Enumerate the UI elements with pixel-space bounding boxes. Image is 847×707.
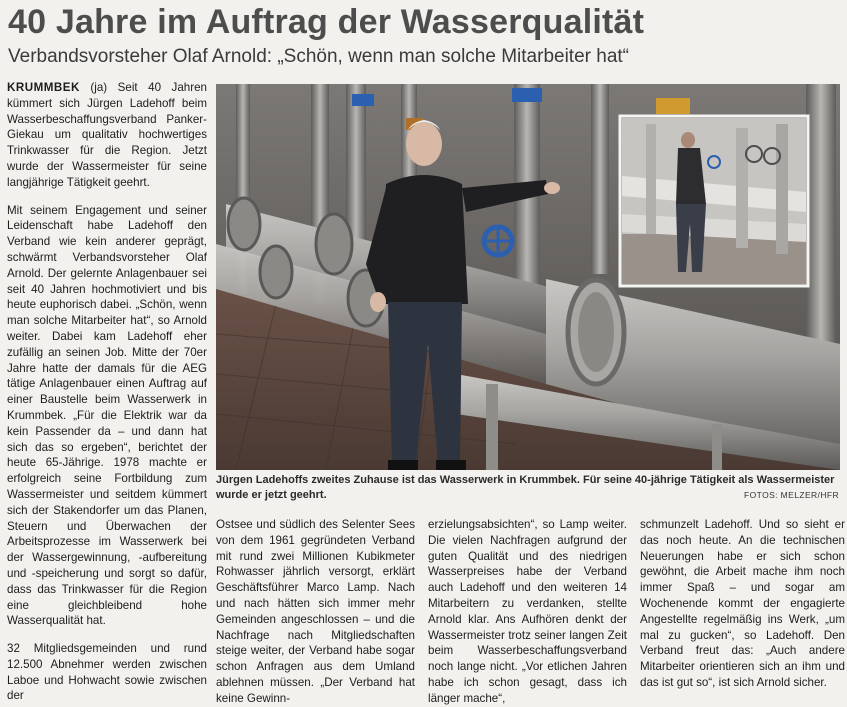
lead-text: (ja) Seit 40 Jahren kümmert sich Jürgen Ladehoff beim Wasserbeschaffungsverband Panker-Giekau um qualitativ hochwertiges Trinkwasser für die Region. Jetzt wurde der Wassermeister für seine langjährige Tätigkeit geehrt. [7, 81, 207, 189]
waterworks-photo-illustration [216, 84, 840, 470]
text-column-2 [216, 517, 415, 707]
dateline: KRUMMBEK [7, 81, 80, 94]
body-paragraph: 32 Mitgliedsgemeinden und rund 12.500 Abnehmer werden zwischen Laboe und Hohwacht sowie zwischen der [7, 642, 207, 703]
text-column-4 [640, 517, 845, 691]
lead-paragraph [7, 80, 207, 191]
body-paragraph: schmunzelt Ladehoff. Und so sieht er das noch heute. An die technischen Neuerungen habe er sich schon gewöhnt, die Arbeit mache ihm noch immer Spaß – und sogar am Wochenende kommt der engagierte Angestellte regelmäßig ins Werk, „um mal zu gucken“, so Ladehoff. Den Verband freut das: „Auch andere Mitarbeiter orientieren sich an ihm und das ist gut so“, ist sich Arnold sicher. [640, 518, 845, 689]
body-paragraph: Ostsee und südlich des Selenter Sees von dem 1961 gegründeten Verband mit rund zwei Millionen Kubikmeter Rohwasser jährlich versorgt, erklärt Geschäftsführer Marco Lamp. Nach und nach hätten sich immer mehr Gemeinden angeschlossen – und die Nachfrage nach Mitgliedschaften steige weiter, der Verband habe sogar schon Anfragen aus dem Umland ablehnen müssen. „Der Verband hat keine Gewinn- [216, 518, 415, 705]
photo-credit: FOTOS: MELZER/HFR [744, 490, 839, 500]
body-paragraph: Mit seinem Engagement und seiner Leidenschaft habe Ladehoff den Verband wie kein anderer geprägt, schwärmt Verbandsvorsteher Olaf Arnold. Der gelernte Anlagenbauer sei seit 40 Jahren hochmotiviert und bis heute euphorisch dabei. „Schön, wenn man solche Mitarbeiter hat“, so Arnold weiter. Dabei kam Ladehoff eher zufällig an seinen Job. Mitte der 70er Jahre hatte der damals für die AEG tätige Anlagenbauer einen Auftrag auf einer Baustelle beim Wasserwerk in Krummbek. „Für die Elektrik war da kein Passender da – und dann hat sich das so ergeben“, berichtet der heute 65-Jährige. 1978 machte er erfolgreich seine Fortbildung zum Wassermeister und seitdem kümmert sich der Stakendorfer um das Planen, Steuern und Überwachen der Arbeitsprozesse im Wasserwerk bei der Wassergewinnung, -aufbereitung und -speicherung und sorgt so dafür, dass das Trinkwasser für die Region eine gleichbleibend hohe Wasserqualität hat. [7, 203, 207, 628]
photo-caption: Jürgen Ladehoffs zweites Zuhause ist das Wasserwerk in Krummbek. Für seine 40-jährige Tätigkeit als Wassermeister wurde er jetzt geehrt. [216, 474, 835, 501]
text-column-3 [428, 517, 627, 707]
text-column-1 [7, 80, 207, 704]
inset-photo [620, 116, 808, 286]
article-headline: 40 Jahre im Auftrag der Wasserqualität [8, 3, 645, 41]
body-paragraph: erzielungsabsichten“, so Lamp weiter. Die vielen Nachfragen aufgrund der guten Qualität und des niedrigen Wasserpreises habe der Verband auch Ladehoff und den weiteren 14 Mitarbeitern zu verdanken, stellte Arnold klar. Ans Aufhören denkt der Wassermeister trotz seiner langen Zeit beim Wasserbeschaffungsverband noch lange nicht. „Vor etlichen Jahren habe ich schon gesagt, dass ich länger mache“, [428, 518, 627, 705]
article-subheadline: Verbandsvorsteher Olaf Arnold: „Schön, wenn man solche Mitarbeiter hat“ [8, 46, 629, 67]
main-photo [216, 84, 840, 470]
